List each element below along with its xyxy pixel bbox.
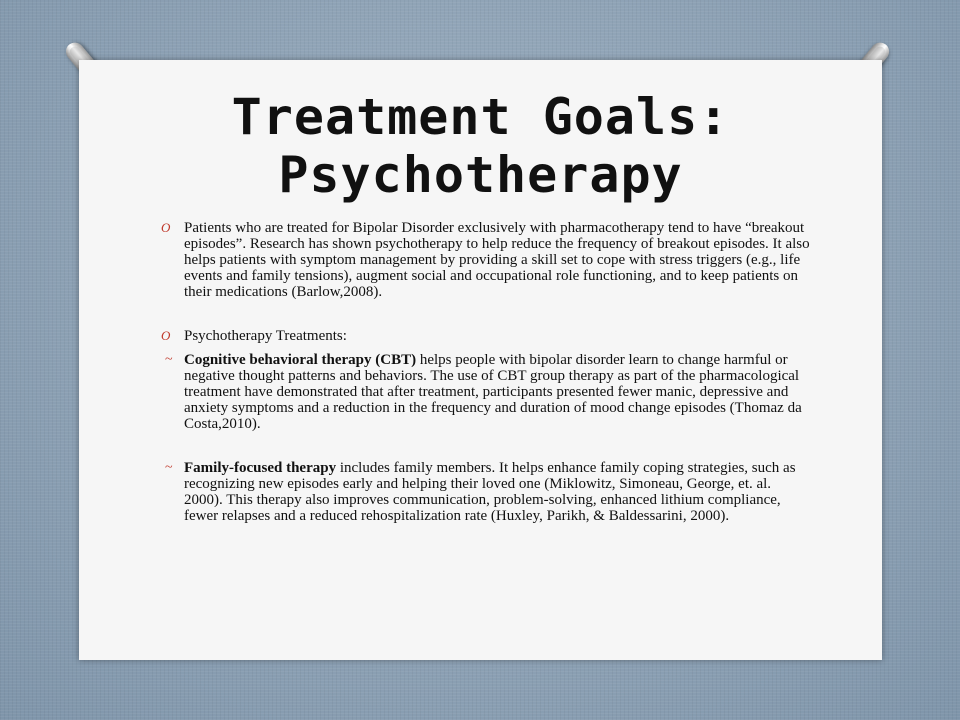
slide-title	[79, 88, 882, 204]
title-line-2: Psychotherapy	[278, 146, 683, 204]
sub-bullet-text: includes family members. It helps enhance family coping strategies, such as recognizing new episodes early and helping their loved one (Miklowitz, Simoneau, George, et. al. 2000). This therapy also improves communication, problem-solving, enhanced lithium compliance, fewer relapses and a reduced rehospitalization rate (Huxley, Parikh, & Baldessarini, 2000).	[184, 460, 796, 524]
sub-bullet-item	[161, 460, 811, 524]
bullet-marker-icon: O	[161, 220, 171, 235]
sub-bullet-bold: Family-focused therapy	[184, 460, 337, 476]
slide-card	[79, 60, 882, 660]
bullet-item	[161, 220, 811, 300]
bullet-marker-icon: O	[161, 328, 171, 343]
bullet-text: Psychotherapy Treatments:	[184, 328, 347, 344]
tilde-marker-icon: ~	[165, 352, 173, 367]
bullet-text: Patients who are treated for Bipolar Disorder exclusively with pharmacotherapy tend to have “breakout episodes”. Research has shown psychotherapy to help reduce the frequency of breakout episodes. It also helps patients with symptom management by providing a skill set to cope with stress triggers (e.g., life events and family tensions), augment social and occupational role functioning, and to keep patients on their medications (Barlow,2008).	[184, 220, 810, 300]
slide-body	[161, 220, 811, 524]
title-line-1: Treatment Goals:	[231, 88, 730, 146]
sub-bullet-item	[161, 352, 811, 432]
sub-bullet-text: helps people with bipolar disorder learn to change harmful or negative thought patterns and behaviors. The use of CBT group therapy as part of the pharmacological treatment have demonstrated that after treatment, participants presented fewer manic, depressive and anxiety symptoms and a reduction in the frequency and duration of mood change episodes (Thomaz da Costa,2010).	[184, 352, 802, 432]
tilde-marker-icon: ~	[165, 460, 173, 475]
bullet-item	[161, 328, 811, 344]
sub-bullet-bold: Cognitive behavioral therapy (CBT)	[184, 352, 417, 368]
